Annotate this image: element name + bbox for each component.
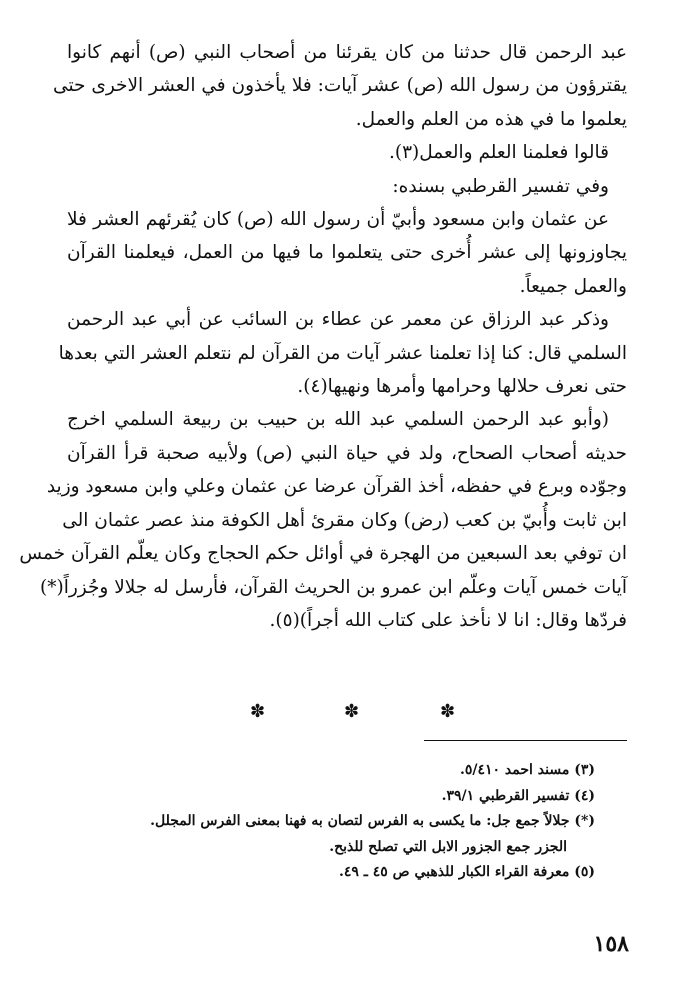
text-line: (وأبو عبد الرحمن السلمي عبد الله بن حبيب بن ربيعة السلمي اخرج [67,409,609,431]
footnote: (٥) معرفة القراء الكبار للذهبي ص ٤٥ ـ ٤٩. [338,864,595,880]
text-line: حتى نعرف حلالها وحرامها وأمرها ونهيها(٤). [297,376,627,398]
text-line: ابن ثابت وأُبيّ بن كعب (رض) وكان مقرئ أهل الكوفة منذ عصر عثمان الى [62,509,627,531]
footnote: (*) جلالاً جمع جل: ما يكسى به الفرس لتصان به فهنا بمعنى الفرس المجلل. [150,813,595,829]
text-line: والعمل جميعاً. [519,275,627,297]
text-line: حديثه أصحاب الصحاح، ولد في حياة النبي (ص) ولأبيه صحبة قرأ القرآن [67,442,627,464]
footnote-continuation: الجزر جمع الجزور الابل التي تصلح للذبح. [329,838,567,855]
text-line: وجوّده وبرع في حفظه، أخذ القرآن عرضا عن عثمان وعلي وابن مسعود وزيد [46,476,627,498]
star-ornament: ✽ [344,701,360,722]
text-line: يجاوزونها إلى عشر أُخرى حتى يتعلموا ما فيها من العمل، فيعلمنا القرآن [67,242,627,264]
page-number: ١٥٨ [593,931,629,957]
text-line: يقترؤون من رسول الله (ص) عشر آيات: فلا يأخذون في العشر الاخرى حتى [53,75,627,97]
text-line: فردّها وقال: انا لا نأخذ على كتاب الله أجراً)(٥). [269,609,627,631]
text-line: آيات خمس آيات وعلّم ابن عمرو بن الحريث القرآن، فأرسل له جلالا وجُزراً(*) [40,576,627,598]
section-separator [0,700,695,724]
text-line: قالوا فعلمنا العلم والعمل(٣). [388,142,609,164]
footnote-divider [424,740,627,741]
footnotes [75,758,595,886]
footnote: (٣) مسند احمد ٥/٤١٠. [459,762,595,778]
footnote: (٤) تفسير القرطبي ٣٩/١. [441,787,595,804]
star-ornament: ✽ [440,701,456,722]
text-line: عن عثمان وابن مسعود وأبيّ أن رسول الله (ص) كان يُقرئهم العشر فلا [67,209,609,231]
text-line: عبد الرحمن قال حدثنا من كان يقرئنا من أصحاب النبي (ص) أنهم كانوا [67,42,627,63]
main-text [19,36,627,637]
text-line: يعلموا ما في هذه من العلم والعمل. [355,108,627,130]
text-line: ان توفي بعد السبعين من الهجرة في أوائل حكم الحجاج وكان يعلّم القرآن خمس [19,543,627,565]
text-line: السلمي قال: كنا إذا تعلمنا عشر آيات من القرآن لم نتعلم العشر التي بعدها [58,342,627,364]
text-line: وفي تفسير القرطبي بسنده: [392,175,609,197]
star-ornament: ✽ [250,701,266,722]
text-line: وذكر عبد الرزاق عن معمر عن عطاء بن السائب عن أبي عبد الرحمن [67,309,609,331]
